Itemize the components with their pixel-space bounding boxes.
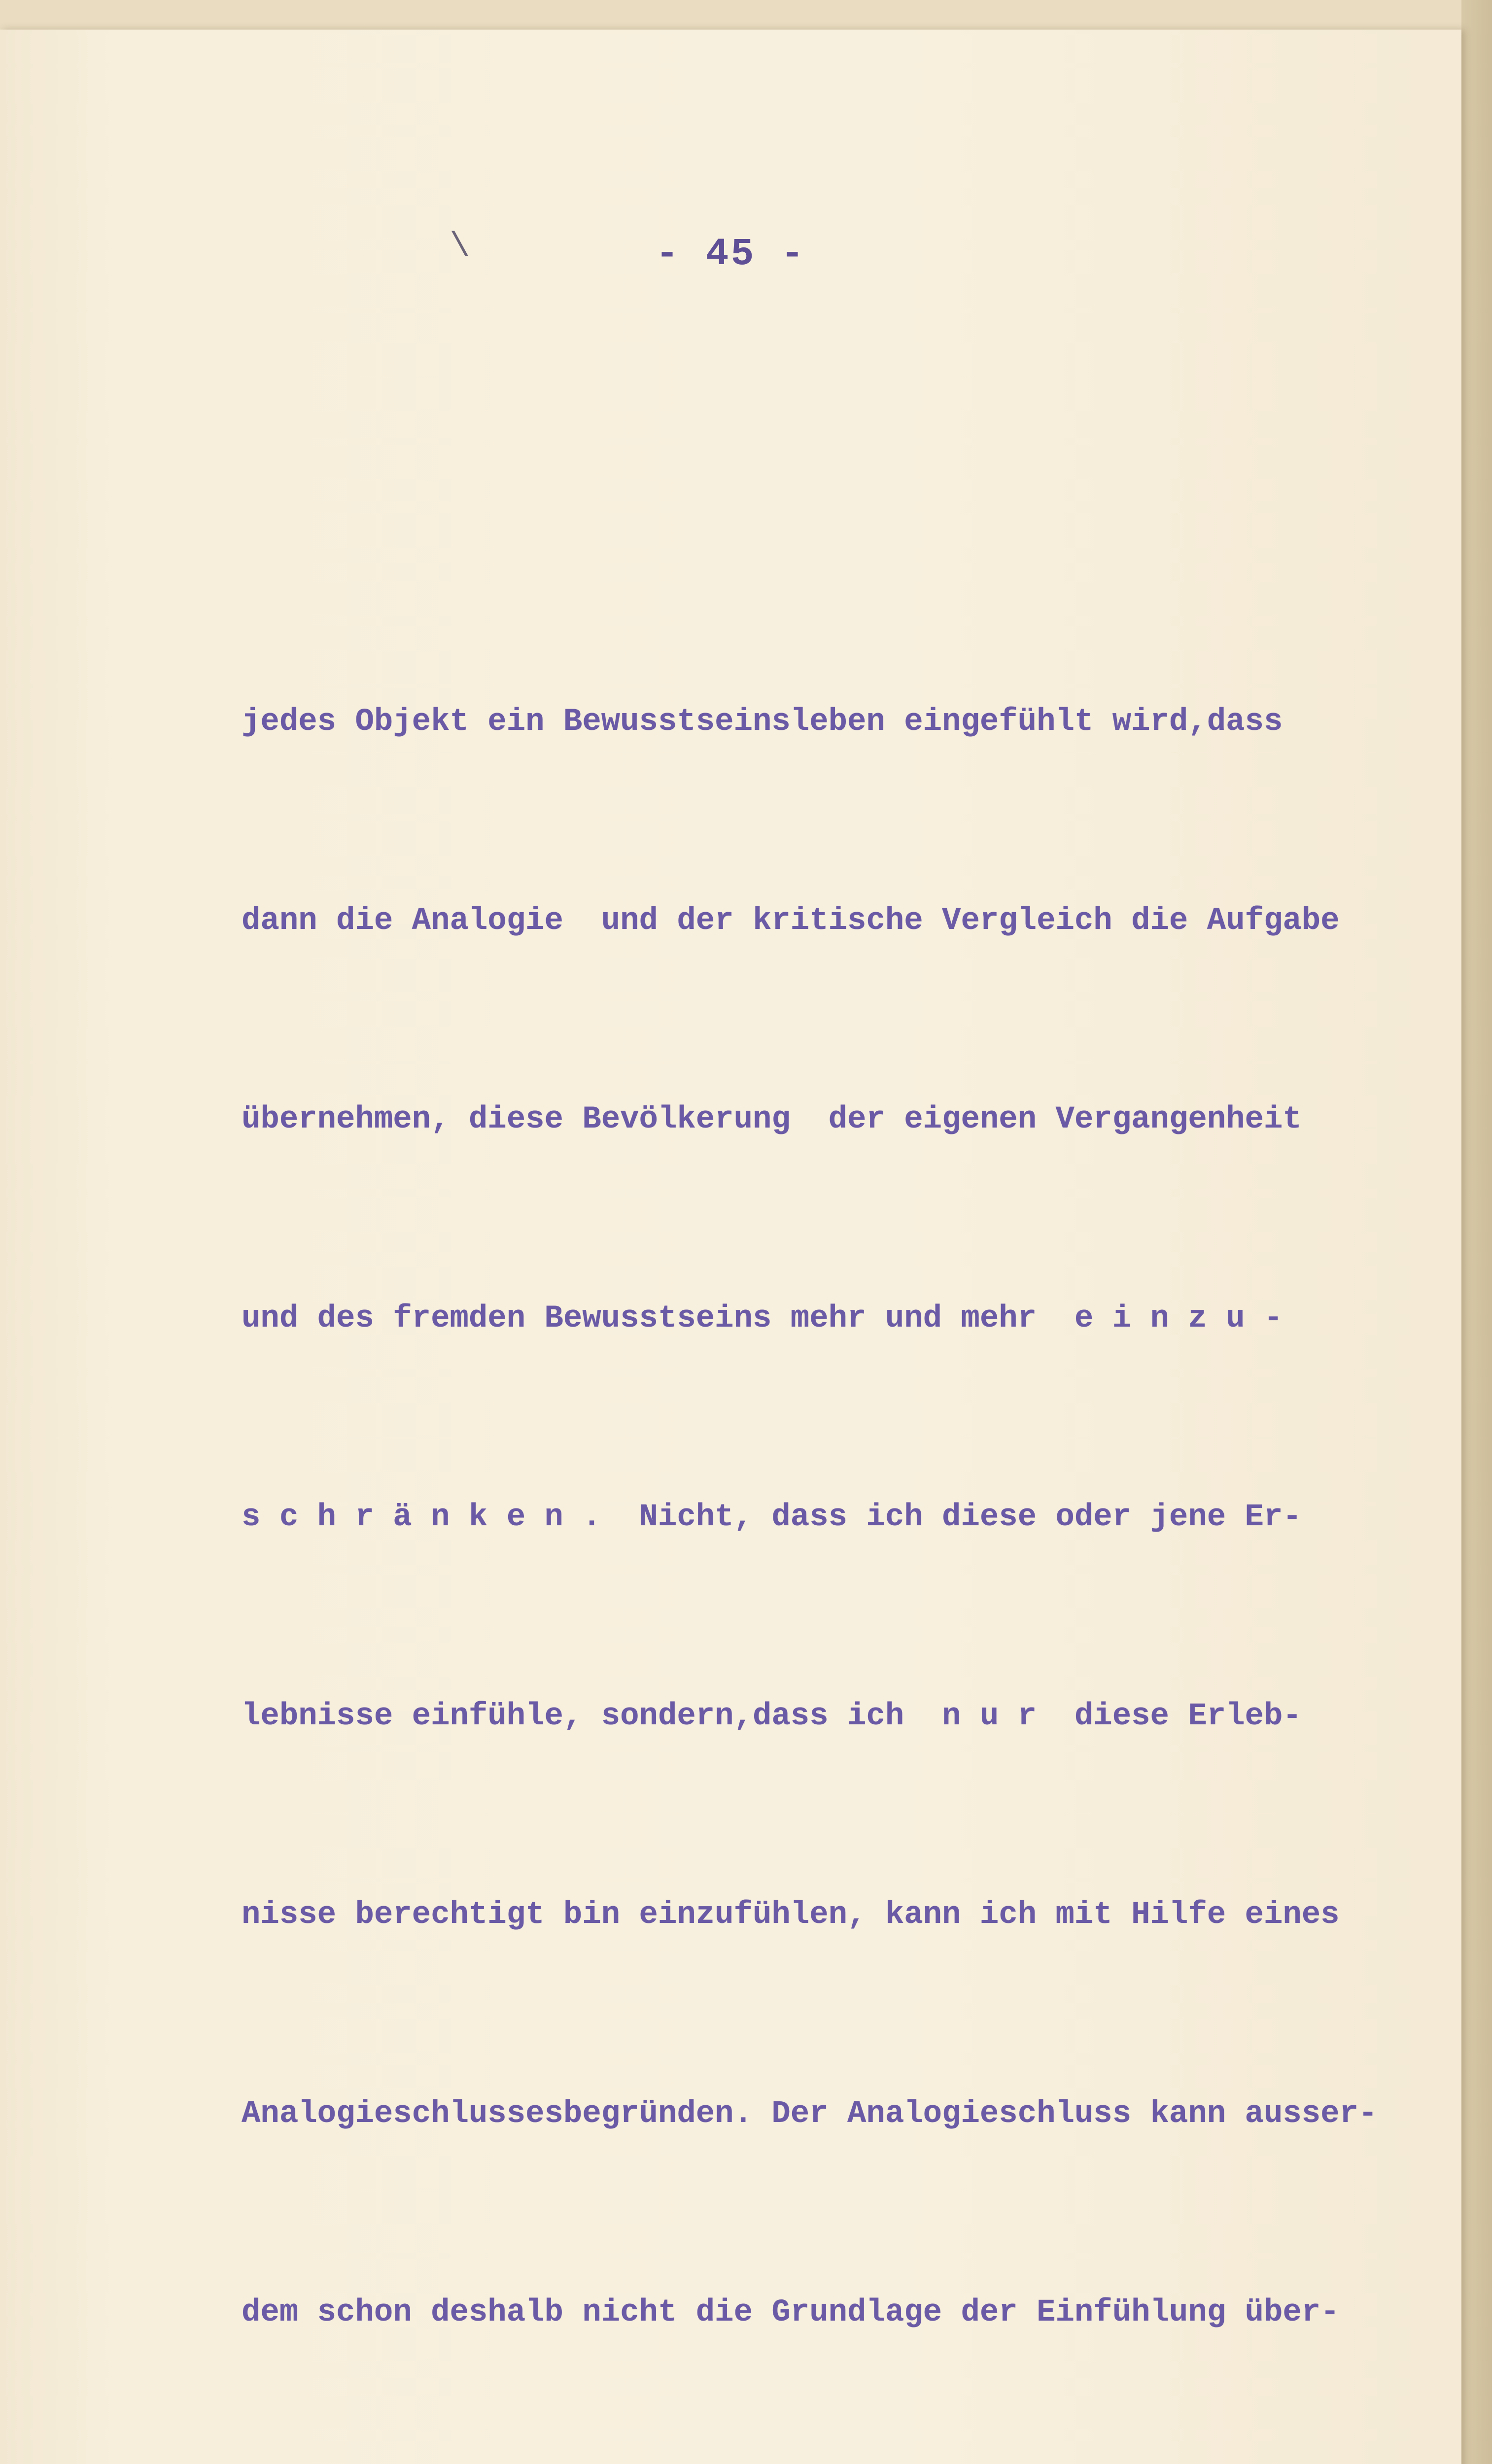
text-line: und des fremden Bewusstseins mehr und mehr e i n z u - [242,1300,1283,1336]
text-line: s c h r ä n k e n . Nicht, dass ich diese oder jene Er- [242,1500,1302,1535]
page-number: - 45 - [656,233,806,276]
paragraph-1 [242,556,1449,2464]
text-line: lebnisse einfühle, sondern,dass ich n u r diese Erleb- [242,1698,1302,1734]
text-line: Analogieschlussesbegründen. Der Analogieschluss kann ausser- [242,2096,1378,2132]
text-line: dem schon deshalb nicht die Grundlage der Einfühlung über- [242,2295,1340,2330]
margin-mark: \ [450,228,471,267]
page-edge [1461,0,1492,2464]
document-page [0,30,1461,2464]
body-text [242,424,1449,2464]
text-line: nisse berechtigt bin einzufühlen, kann ich mit Hilfe eines [242,1897,1340,1933]
text-line: dann die Analogie und der kritische Vergleich die Aufgabe [242,903,1340,939]
text-line: übernehmen, diese Bevölkerung der eigenen Vergangenheit [242,1102,1302,1137]
text-line: jedes Objekt ein Bewusstseinsleben eingefühlt wird,dass [242,704,1283,740]
